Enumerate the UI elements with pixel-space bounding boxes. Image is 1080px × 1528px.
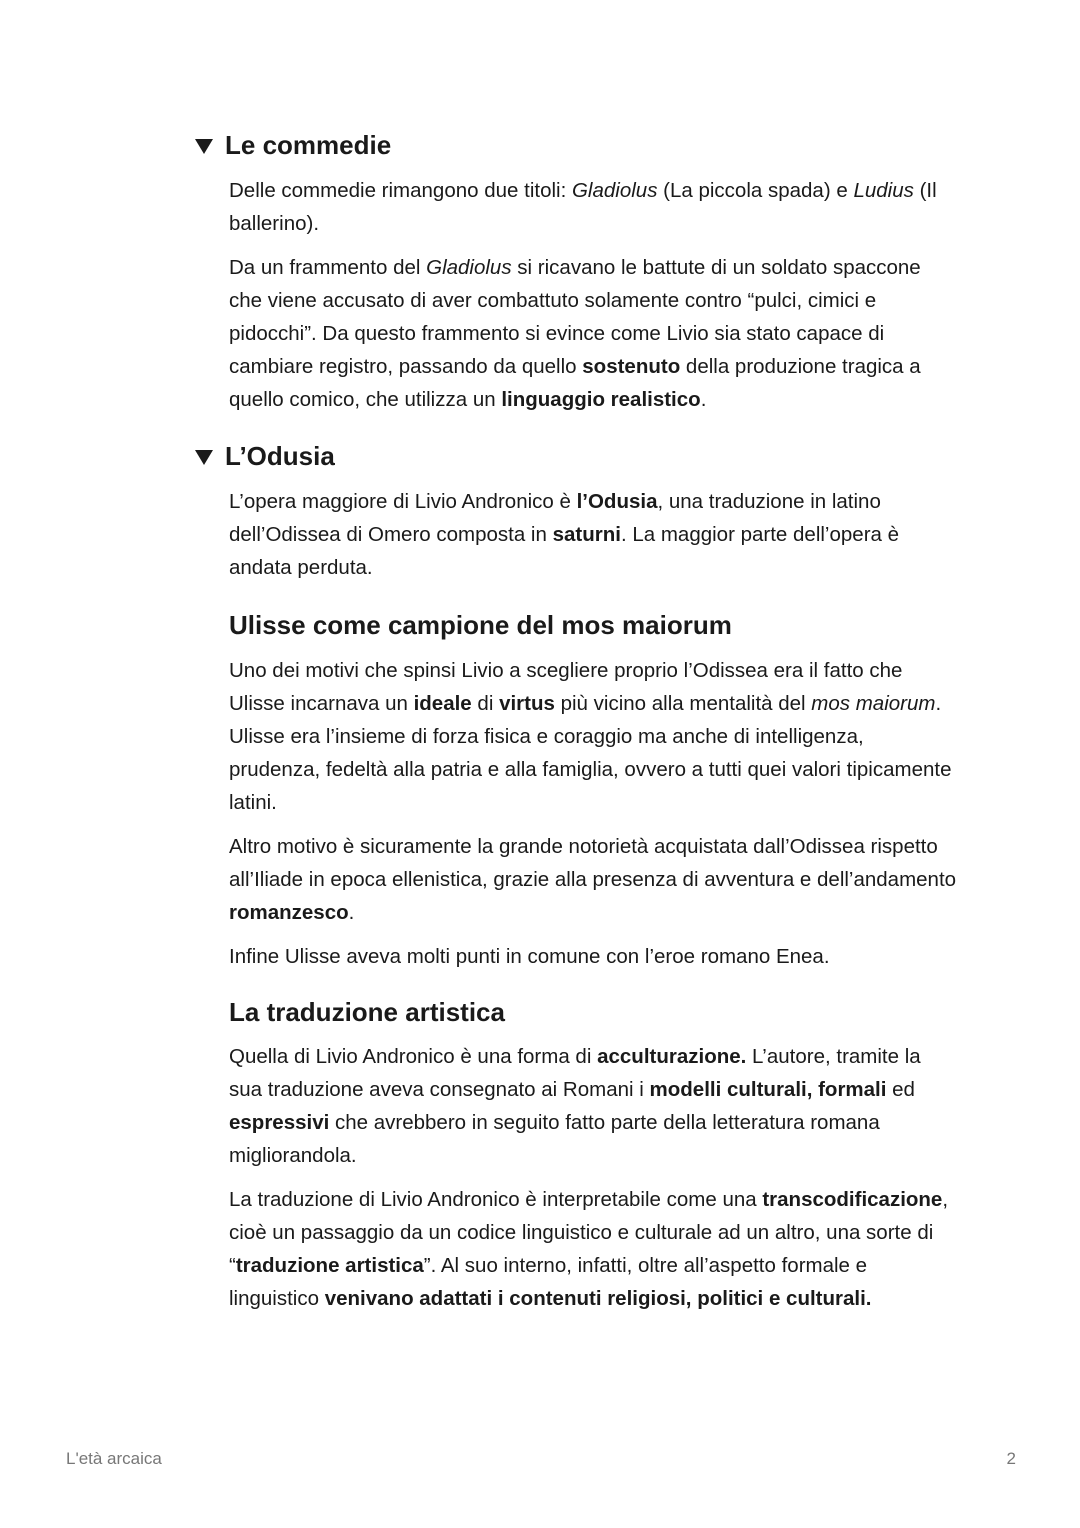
section-traduzione-body — [229, 1040, 959, 1326]
paragraph: La traduzione di Livio Andronico è interpretabile come una transcodificazione, cioè un passaggio da un codice linguistico e culturale ad un altro, una sorte di “traduzione artistica”. Al suo interno, infatti, oltre all’aspetto formale e linguistico venivano adattati i contenuti religiosi, politici e culturali. — [229, 1188, 949, 1310]
paragraph: Altro motivo è sicuramente la grande notorietà acquistata dall’Odissea rispetto all’Iliade in epoca ellenistica, grazie alla presenza di avventura e dell’andamento romanzesco. — [229, 835, 957, 924]
footer-title: L'età arcaica — [66, 1449, 162, 1468]
toggle-heading-odusia[interactable] — [195, 441, 335, 472]
paragraph: Delle commedie rimangono due titoli: Gladiolus (La piccola spada) e Ludius (Il ballerino). — [229, 179, 937, 235]
heading-text: Le commedie — [225, 130, 392, 160]
heading-text: L’Odusia — [225, 441, 335, 471]
page-number: 2 — [1006, 1449, 1016, 1468]
paragraph: Quella di Livio Andronico è una forma di acculturazione. L’autore, tramite la sua traduzione aveva consegnato ai Romani i modelli culturali, formali ed espressivi che avrebbero in seguito fatto parte della letteratura romana migliorandola. — [229, 1045, 921, 1167]
triangle-down-icon[interactable] — [195, 450, 213, 465]
paragraph: L’opera maggiore di Livio Andronico è l’Odusia, una traduzione in latino dell’Odissea di Omero composta in saturni. La maggior parte dell’opera è andata perduta. — [229, 490, 900, 579]
paragraph: Infine Ulisse aveva molti punti in comune con l’eroe romano Enea. — [229, 945, 830, 968]
section-ulisse-body — [229, 654, 959, 984]
triangle-down-icon[interactable] — [195, 139, 213, 154]
subheading-traduzione: La traduzione artistica — [229, 997, 505, 1027]
subheading-ulisse: Ulisse come campione del mos maiorum — [229, 610, 732, 640]
section-odusia-body — [229, 485, 959, 595]
paragraph: Uno dei motivi che spinsi Livio a scegliere proprio l’Odissea era il fatto che Ulisse incarnava un ideale di virtus più vicino alla mentalità del mos maiorum. Ulisse era l’insieme di forza fisica e coraggio ma anche di intelligenza, prudenza, fedeltà alla patria e alla famiglia, ovvero a tutti quei valori tipicamente latini. — [229, 659, 952, 814]
toggle-heading-commedie[interactable] — [195, 130, 391, 161]
paragraph: Da un frammento del Gladiolus si ricavano le battute di un soldato spaccone che viene accusato di aver combattuto solamente contro “pulci, cimici e pidocchi”. Da questo frammento si evince come Livio sia stato capace di cambiare registro, passando da quello sostenuto della produzione tragica a quello comico, che utilizza un linguaggio realistico. — [229, 256, 921, 411]
section-commedie-body — [229, 174, 959, 427]
